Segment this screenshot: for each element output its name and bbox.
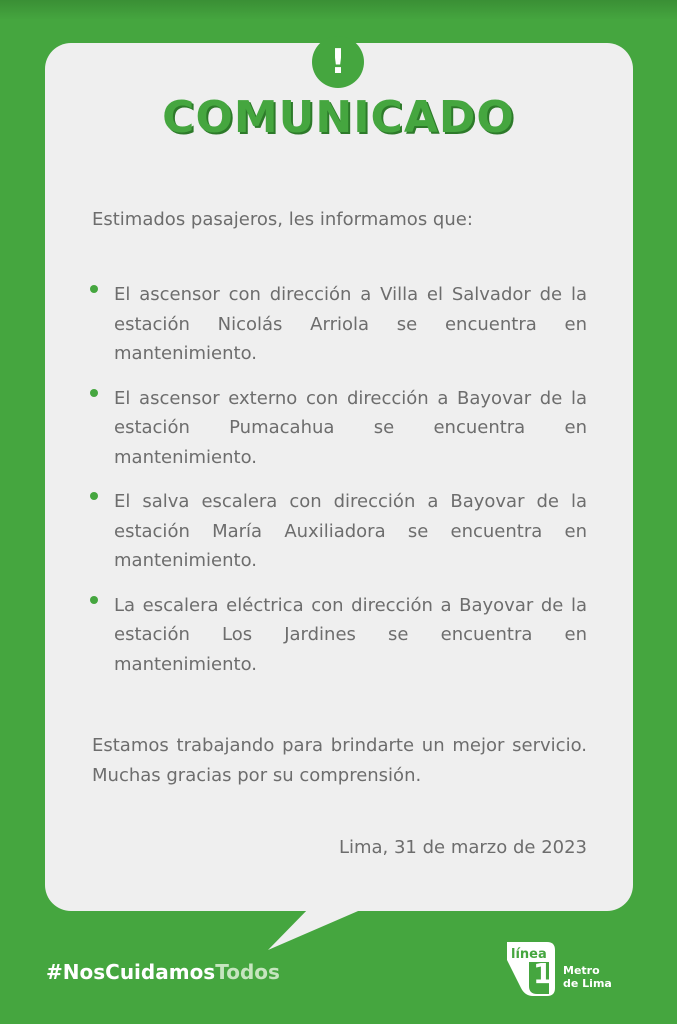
bullet-icon	[90, 596, 98, 604]
closing-text: Estamos trabajando para brindarte un mejor servicio. Muchas gracias por su comprensión.	[92, 735, 587, 786]
logo-text	[563, 964, 623, 990]
list-item	[90, 487, 587, 576]
intro-text: Estimados pasajeros, les informamos que:	[92, 209, 473, 230]
list-item-text: La escalera eléctrica con dirección a Bayovar de la estación Los Jardines se encuentra en mantenimiento.	[114, 594, 587, 675]
exclamation-glyph: !	[330, 42, 346, 82]
logo-line-2: de Lima	[563, 977, 612, 990]
logo-word: línea	[511, 947, 547, 962]
list-item	[90, 280, 587, 369]
logo-line-1: Metro	[563, 964, 600, 977]
list-item-text: El ascensor externo con dirección a Bayovar de la estación Pumacahua se encuentra en mantenimiento.	[114, 387, 587, 468]
list-item-text: El salva escalera con dirección a Bayovar de la estación María Auxiliadora se encuentra en mantenimiento.	[114, 491, 587, 571]
list-item	[90, 591, 587, 680]
logo-number: 1	[533, 957, 553, 990]
bullet-icon	[90, 285, 98, 293]
bullet-icon	[90, 492, 98, 500]
list-item-text: El ascensor con dirección a Villa el Salvador de la estación Nicolás Arriola se encuentra en mantenimiento.	[114, 284, 587, 364]
hashtag-accent: Todos	[215, 960, 280, 984]
exclamation-icon	[312, 36, 364, 88]
metro-de-lima-logo	[503, 940, 623, 1000]
page-title: COMUNICADO	[162, 92, 515, 143]
hashtag-prefix: #NosCuidamos	[46, 960, 216, 984]
hashtag	[46, 960, 280, 984]
bullet-icon	[90, 389, 98, 397]
date-text: Lima, 31 de marzo de 2023	[338, 837, 587, 858]
list-item	[90, 384, 587, 473]
notice-list	[90, 280, 587, 694]
